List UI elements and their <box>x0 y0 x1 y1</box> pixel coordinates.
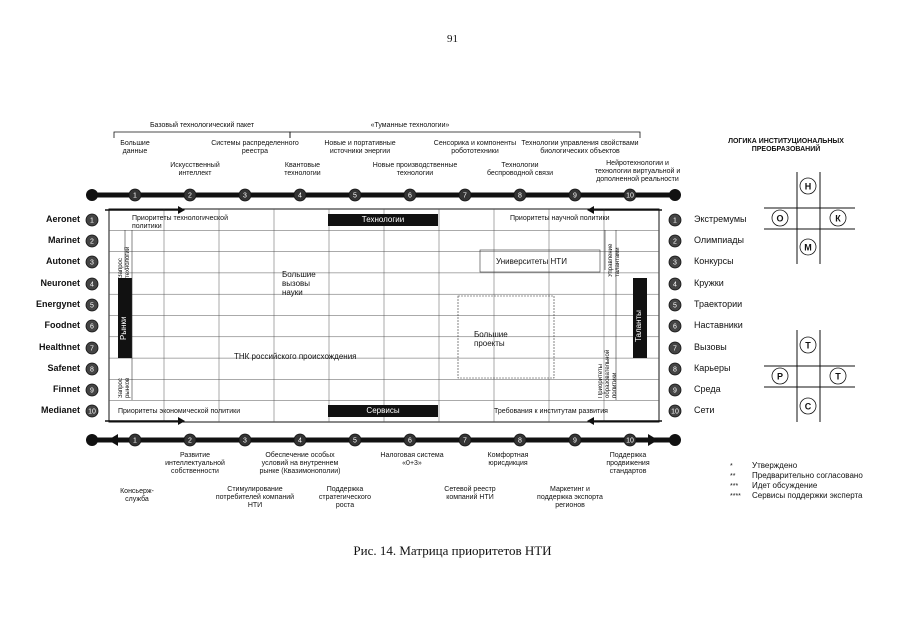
top-tech-label: Технологии управления свойствами биологических объектов <box>521 140 639 155</box>
legend-item <box>730 461 797 471</box>
bottom-node-number: 7 <box>463 437 467 445</box>
row-label-left: Autonet <box>46 256 80 266</box>
row-label-right: Среда <box>694 384 721 394</box>
row-label-right: Траектории <box>694 299 743 309</box>
bottom-node-number: 2 <box>188 437 192 445</box>
bottom-node-number: 8 <box>518 437 522 445</box>
top-left-endpoint <box>86 189 98 201</box>
bottom-node-number: 4 <box>298 437 302 445</box>
inst-arrowhead-bottom <box>587 417 594 425</box>
right-row-node-number: 3 <box>673 259 677 267</box>
row-label-right: Кружки <box>694 278 724 288</box>
bottom-service-label: Сетевой реестр компаний НТИ <box>444 486 496 501</box>
top-node-number: 7 <box>463 192 467 200</box>
left-row-node-number: 9 <box>90 387 94 395</box>
bottom-node-number: 3 <box>243 437 247 445</box>
row-label-left: Finnet <box>53 384 80 394</box>
legend-text: Предварительно согласовано <box>752 471 863 480</box>
row-label-right: Наставники <box>694 320 743 330</box>
tnk-text: ТНК российского происхождения <box>234 352 357 361</box>
econ-priorities-text: Приоритеты экономической политики <box>118 408 241 415</box>
top-tech-label: Большие данные <box>120 140 150 155</box>
bottom-node-number: 6 <box>408 437 412 445</box>
legend-marker: ** <box>730 473 736 480</box>
legend-text: Утверждено <box>752 461 798 470</box>
talent-mgmt-text: Управление талантами <box>608 243 621 277</box>
top-node-number: 3 <box>243 192 247 200</box>
top-tech-label: Новые и портативные источники энергии <box>324 140 396 155</box>
figure-caption: Рис. 14. Матрица приоритетов НТИ <box>353 543 552 558</box>
legend-text: Сервисы поддержки эксперта <box>752 491 863 500</box>
bottom-left-endpoint <box>86 434 98 446</box>
top-node-number: 8 <box>518 192 522 200</box>
left-row-node-number: 4 <box>90 281 94 289</box>
left-row-node-number: 5 <box>90 302 94 310</box>
logic-title: ЛОГИКА ИНСТИТУЦИОНАЛЬНЫХ ПРЕОБРАЗОВАНИЙ <box>728 138 844 153</box>
top-node-number: 1 <box>133 192 137 200</box>
top-tech-label: Квантовые технологии <box>284 162 321 177</box>
top-node-number: 9 <box>573 192 577 200</box>
right-row-node-number: 1 <box>673 217 677 225</box>
left-row-node-number: 7 <box>90 345 94 353</box>
top-node-number: 6 <box>408 192 412 200</box>
logic-bottom-letter-number: Р <box>776 371 784 382</box>
left-row-node-number: 6 <box>90 323 94 331</box>
top-tech-label: Сенсорика и компоненты робототехники <box>433 140 517 155</box>
logic-top-letter-number: О <box>776 213 784 224</box>
logic-top-letter-number: Н <box>804 181 812 192</box>
right-row-node-number: 10 <box>671 408 679 416</box>
big-projects-text: Большие проекты <box>474 330 508 348</box>
row-label-right: Олимпиады <box>694 235 744 245</box>
edu-priorities-text: Приоритеты образовательной политики <box>598 349 618 398</box>
left-row-node-number: 8 <box>90 366 94 374</box>
left-row-node-number: 10 <box>88 408 96 416</box>
logic-bottom-letter-number: Т <box>805 340 811 351</box>
left-row-node-number: 1 <box>90 217 94 225</box>
legend-marker: * <box>730 463 733 470</box>
services-text: Сервисы <box>366 406 400 415</box>
basic-bracket <box>114 132 290 138</box>
legend-item <box>730 491 863 501</box>
bottom-service-label: Стимулирование потребителей компаний НТИ <box>215 486 295 509</box>
row-label-right: Конкурсы <box>694 256 734 266</box>
science-priorities-text: Приоритеты научной политики <box>510 215 610 222</box>
row-label-left: Medianet <box>40 405 80 415</box>
legend-text: Идет обсуждение <box>752 481 818 490</box>
bottom-service-label: Обеспечение особых условий на внутреннем рынке (Квазимонополии) <box>259 452 341 475</box>
bottom-bar-arrowhead-left <box>108 434 118 446</box>
bottom-node-number: 10 <box>626 437 634 445</box>
markets-text: Рынки <box>119 316 128 340</box>
logic-top-letter-number: М <box>804 242 812 253</box>
econ-arrowhead-bottom <box>178 417 185 425</box>
bottom-bar-arrowhead-right <box>648 434 658 446</box>
legend-marker: *** <box>730 483 739 490</box>
inst-requirements-text: Требования к институтам развития <box>494 408 608 415</box>
left-row-node-number: 2 <box>90 238 94 246</box>
top-node-number: 5 <box>353 192 357 200</box>
legend-item <box>730 481 817 491</box>
top-tech-label: Нейротехнологии и технологии виртуальной и дополненной реальности <box>594 160 681 183</box>
row-label-left: Healthnet <box>38 342 80 352</box>
top-right-endpoint <box>669 189 681 201</box>
row-label-right: Сети <box>694 405 715 415</box>
market-request-text: Запрос рынков <box>118 377 131 398</box>
row-label-left: Aeronet <box>45 214 80 224</box>
bottom-service-label: Маркетинг и поддержка экспорта регионов <box>537 486 603 509</box>
row-label-left: Foodnet <box>44 320 80 330</box>
tech-header-text: Технологии <box>361 215 405 224</box>
bottom-service-label: Поддержка стратегического роста <box>318 486 372 509</box>
tech-request-text: Запрос технологий <box>118 246 131 278</box>
universities-text: Университеты НТИ <box>496 257 567 266</box>
legend-item <box>730 471 863 481</box>
right-row-node-number: 2 <box>673 238 677 246</box>
top-node-number: 4 <box>298 192 302 200</box>
bottom-service-label: Консьерж- служба <box>120 488 154 503</box>
row-label-left: Safenet <box>47 363 80 373</box>
right-row-node-number: 8 <box>673 366 677 374</box>
top-tech-label: Технологии беспроводной связи <box>486 162 554 177</box>
talents-text: Таланты <box>634 310 643 342</box>
logic-bottom-letter-number: Т <box>835 371 841 382</box>
top-node-number: 2 <box>188 192 192 200</box>
bottom-node-number: 5 <box>353 437 357 445</box>
basic-tech-package-label: Базовый технологический пакет <box>149 122 255 129</box>
foggy-bracket <box>290 132 640 138</box>
right-row-node-number: 4 <box>673 281 677 289</box>
top-tech-label: Новые производственные технологии <box>372 162 458 177</box>
big-challenges-text: Большие вызовы науки <box>282 270 316 297</box>
bottom-node-number: 1 <box>133 437 137 445</box>
row-label-right: Экстремумы <box>694 214 747 224</box>
logic-top-letter-number: К <box>835 213 841 224</box>
row-label-right: Вызовы <box>694 342 727 352</box>
tech-arrowhead-top <box>178 206 185 214</box>
bottom-right-endpoint <box>669 434 681 446</box>
bottom-service-label: Поддержка продвижения стандартов <box>606 452 650 475</box>
right-row-node-number: 9 <box>673 387 677 395</box>
top-tech-label: Искусственный интеллект <box>170 162 220 177</box>
bottom-service-label: Налоговая система «0+3» <box>380 452 444 467</box>
top-tech-label: Системы распределенного реестра <box>211 140 299 155</box>
bottom-node-number: 9 <box>573 437 577 445</box>
row-label-right: Карьеры <box>694 363 731 373</box>
science-arrowhead-top <box>587 206 594 214</box>
row-label-left: Marinet <box>47 235 80 245</box>
top-node-number: 10 <box>626 192 634 200</box>
right-row-node-number: 6 <box>673 323 677 331</box>
foggy-tech-label: «Туманные технологии» <box>370 122 450 129</box>
row-label-left: Energynet <box>35 299 80 309</box>
right-row-node-number: 7 <box>673 345 677 353</box>
right-row-node-number: 5 <box>673 302 677 310</box>
tech-priorities-text: Приоритеты технологической политики <box>132 215 228 230</box>
row-label-left: Neuronet <box>40 278 80 288</box>
bottom-service-label: Развитие интеллектуальной собственности <box>165 452 225 475</box>
legend-marker: **** <box>730 493 741 500</box>
left-row-node-number: 3 <box>90 259 94 267</box>
bottom-service-label: Комфортная юрисдикция <box>487 452 529 467</box>
logic-bottom-letter-number: С <box>804 401 812 412</box>
page-number: 91 <box>447 33 458 45</box>
